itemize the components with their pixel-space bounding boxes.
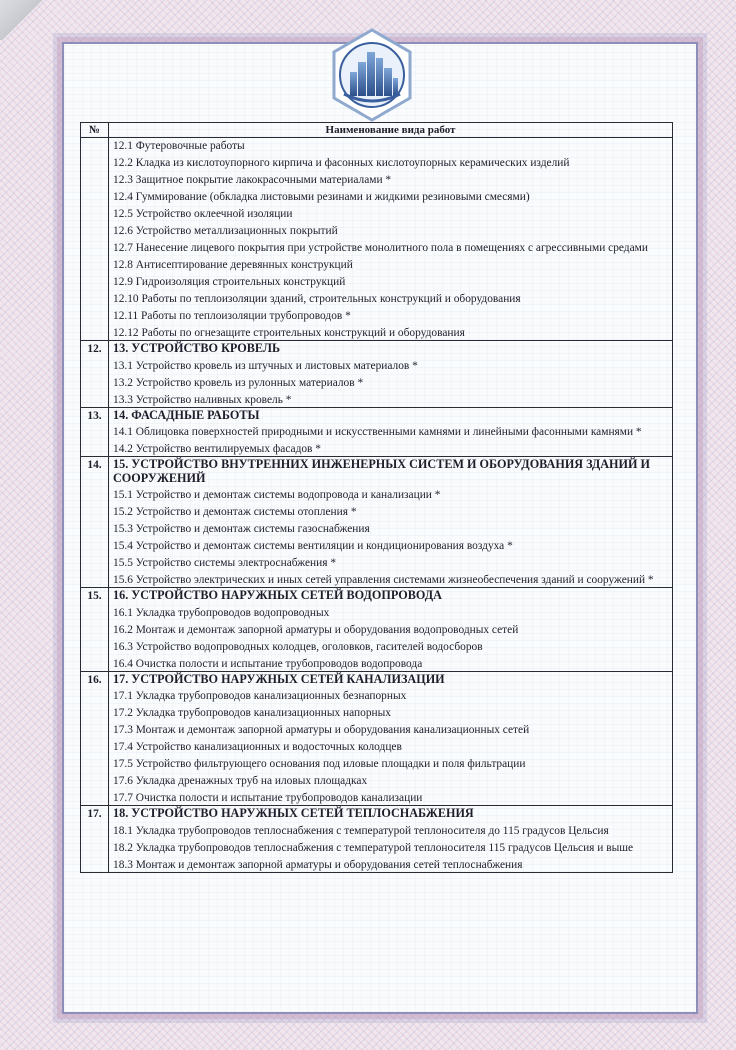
section-content bbox=[109, 588, 673, 672]
work-item: 16.1 Укладка трубопроводов водопроводных bbox=[113, 606, 330, 619]
header-work-name: Наименование вида работ bbox=[109, 123, 673, 138]
work-item: 12.8 Антисептирование деревянных конструкций bbox=[113, 259, 353, 271]
work-item: 17.2 Укладка трубопроводов канализационных напорных bbox=[113, 707, 391, 719]
work-item: 12.12 Работы по огнезащите строительных конструкций и оборудования bbox=[113, 327, 465, 339]
section-number: 12. bbox=[81, 341, 109, 408]
section-number: 17. bbox=[81, 806, 109, 873]
work-item: 16.3 Устройство водопроводных колодцев, оголовков, гасителей водосборов bbox=[113, 640, 483, 653]
section-content bbox=[109, 457, 673, 588]
work-item: 12.3 Защитное покрытие лакокрасочными материалами * bbox=[113, 174, 392, 186]
section-title: 13. УСТРОЙСТВО КРОВЕЛЬ bbox=[113, 341, 281, 355]
work-item: 12.11 Работы по теплоизоляции трубопроводов * bbox=[113, 310, 351, 322]
work-item: 12.6 Устройство металлизационных покрытий bbox=[113, 225, 338, 237]
header-number: № bbox=[81, 123, 109, 138]
section-content bbox=[109, 341, 673, 408]
section-number: 14. bbox=[81, 457, 109, 588]
table-row bbox=[81, 341, 673, 408]
section-title: 14. ФАСАДНЫЕ РАБОТЫ bbox=[113, 407, 260, 422]
section-content bbox=[109, 806, 673, 873]
table-row bbox=[81, 671, 673, 806]
work-item: 15.3 Устройство и демонтаж системы газоснабжения bbox=[113, 523, 370, 535]
table-row bbox=[81, 457, 673, 588]
work-item: 13.3 Устройство наливных кровель * bbox=[113, 393, 292, 406]
work-item: 15.1 Устройство и демонтаж системы водопровода и канализации * bbox=[113, 489, 441, 501]
work-item: 12.9 Гидроизоляция строительных конструкций bbox=[113, 276, 346, 288]
work-item: 17.5 Устройство фильтрующего основания под иловые площадки и поля фильтрации bbox=[113, 758, 526, 770]
work-item: 15.4 Устройство и демонтаж системы вентиляции и кондиционирования воздуха * bbox=[113, 540, 513, 552]
work-item: 14.2 Устройство вентилируемых фасадов * bbox=[113, 443, 321, 455]
work-item: 15.6 Устройство электрических и иных сетей управления системами жизнеобеспечения зданий и сооружений * bbox=[113, 574, 654, 586]
section-number: 15. bbox=[81, 588, 109, 672]
table-row bbox=[81, 588, 673, 672]
work-item: 16.2 Монтаж и демонтаж запорной арматуры и оборудования водопроводных сетей bbox=[113, 623, 519, 636]
folded-corner bbox=[0, 0, 44, 40]
work-item: 12.4 Гуммирование (обкладка листовыми резинами и жидкими резиновыми смесями) bbox=[113, 191, 530, 203]
work-item: 12.5 Устройство оклеечной изоляции bbox=[113, 208, 293, 220]
work-item: 17.6 Укладка дренажных труб на иловых площадках bbox=[113, 775, 368, 787]
work-item: 18.3 Монтаж и демонтаж запорной арматуры и оборудования сетей теплоснабжения bbox=[113, 858, 523, 871]
work-item: 13.1 Устройство кровель из штучных и листовых материалов * bbox=[113, 359, 418, 372]
section-title: 16. УСТРОЙСТВО НАРУЖНЫХ СЕТЕЙ ВОДОПРОВОДА bbox=[113, 588, 442, 602]
section-content bbox=[109, 407, 673, 457]
section-number: 16. bbox=[81, 671, 109, 806]
work-item: 12.1 Футеровочные работы bbox=[113, 140, 245, 152]
table-row bbox=[81, 407, 673, 457]
table-row bbox=[81, 806, 673, 873]
work-item: 18.1 Укладка трубопроводов теплоснабжения с температурой теплоносителя до 115 градусов Цельсия bbox=[113, 824, 609, 837]
section-number bbox=[81, 138, 109, 341]
section-title: 18. УСТРОЙСТВО НАРУЖНЫХ СЕТЕЙ ТЕПЛОСНАБЖЕНИЯ bbox=[113, 806, 474, 820]
work-item: 17.4 Устройство канализационных и водосточных колодцев bbox=[113, 741, 402, 753]
section-content bbox=[109, 671, 673, 806]
work-item: 13.2 Устройство кровель из рулонных материалов * bbox=[113, 376, 364, 389]
work-item: 12.7 Нанесение лицевого покрытия при устройстве монолитного пола в помещениях с агрессивными средами bbox=[113, 242, 648, 254]
section-title: 17. УСТРОЙСТВО НАРУЖНЫХ СЕТЕЙ КАНАЛИЗАЦИИ bbox=[113, 671, 445, 686]
table-row bbox=[81, 138, 673, 341]
work-item: 15.2 Устройство и демонтаж системы отопления * bbox=[113, 506, 357, 518]
city-skyline-icon bbox=[330, 28, 414, 122]
work-item: 17.3 Монтаж и демонтаж запорной арматуры и оборудования канализационных сетей bbox=[113, 724, 530, 736]
work-item: 15.5 Устройство системы электроснабжения * bbox=[113, 557, 337, 569]
work-item: 12.10 Работы по теплоизоляции зданий, строительных конструкций и оборудования bbox=[113, 293, 521, 305]
work-item: 12.2 Кладка из кислотоупорного кирпича и фасонных кислотоупорных керамических изделий bbox=[113, 157, 570, 169]
work-item: 16.4 Очистка полости и испытание трубопроводов водопровода bbox=[113, 657, 423, 670]
section-title: 15. УСТРОЙСТВО ВНУТРЕННИХ ИНЖЕНЕРНЫХ СИСТЕМ И ОБОРУДОВАНИЯ ЗДАНИЙ И СООРУЖЕНИЙ bbox=[113, 457, 650, 485]
work-item: 18.2 Укладка трубопроводов теплоснабжения с температурой теплоносителя 115 градусов Цельсия и выше bbox=[113, 841, 634, 854]
work-item: 14.1 Облицовка поверхностей природными и искусственными камнями и линейными фасонными камнями * bbox=[113, 426, 642, 438]
work-types-table bbox=[80, 122, 673, 873]
table-header-row bbox=[81, 123, 673, 138]
section-content bbox=[109, 138, 673, 341]
section-number: 13. bbox=[81, 407, 109, 457]
work-item: 17.7 Очистка полости и испытание трубопроводов канализации bbox=[113, 792, 423, 804]
work-item: 17.1 Укладка трубопроводов канализационных безнапорных bbox=[113, 690, 407, 702]
